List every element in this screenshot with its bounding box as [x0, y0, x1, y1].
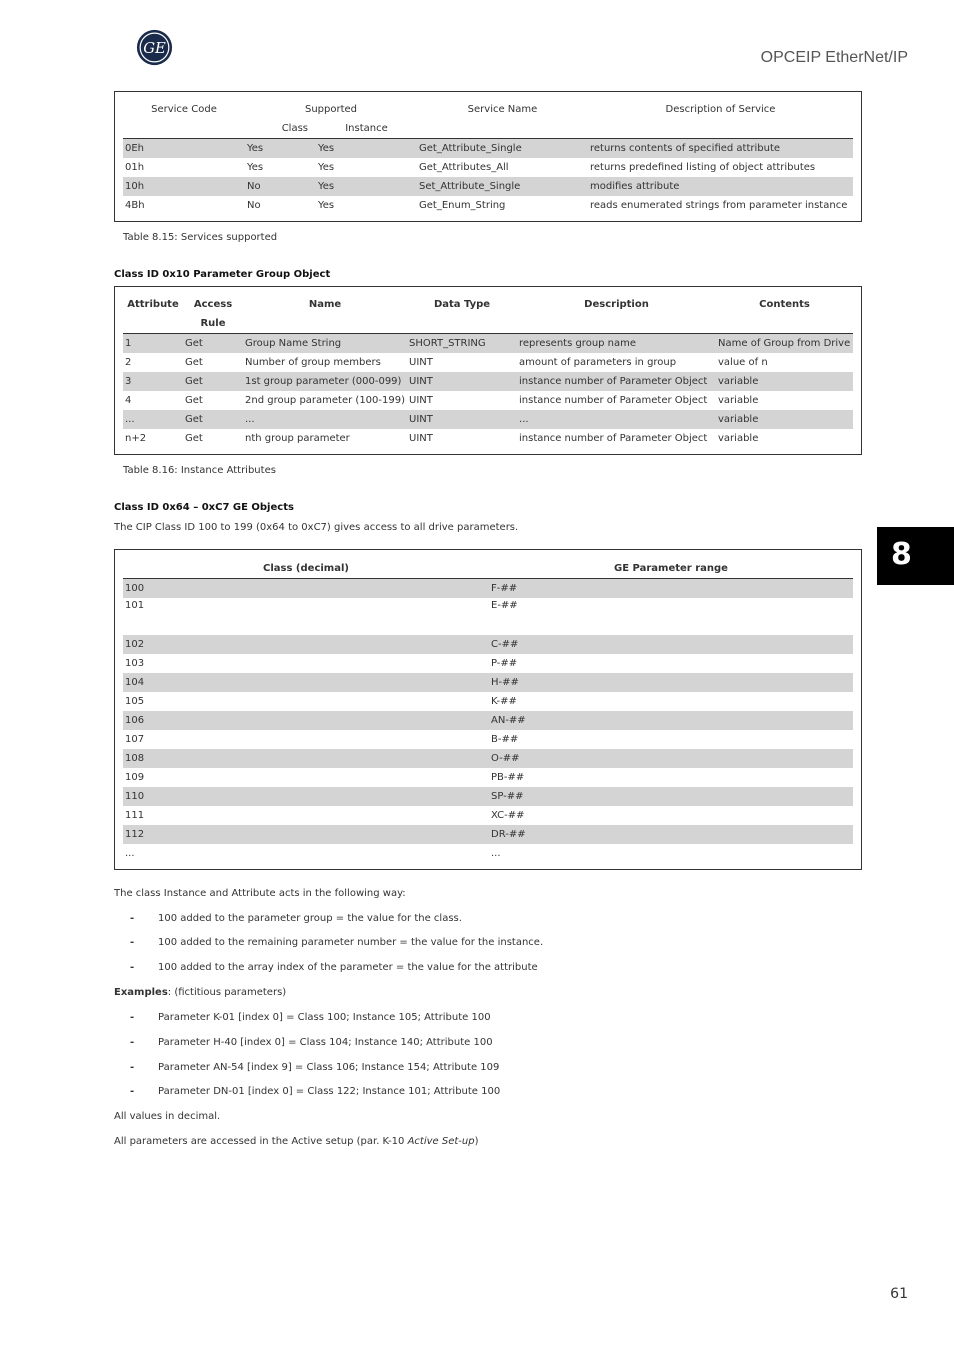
paragraph: The class Instance and Attribute acts in the following way:: [114, 888, 406, 899]
group-object-table-box: [114, 286, 862, 455]
table-row: 109 PB-##: [125, 772, 525, 783]
list-item: - Parameter DN-01 [index 0] = Class 122; Instance 101; Attribute 100: [130, 1086, 501, 1097]
document-title: OPCEIP EtherNet/IP: [760, 49, 908, 66]
col-header-description: Description: [584, 299, 649, 310]
col-header-attribute: Attribute: [127, 299, 179, 310]
col-header-service-code: Service Code: [151, 104, 217, 115]
table-row: 102 C-##: [123, 635, 853, 654]
table-row: 107 B-##: [125, 734, 519, 745]
col-subheader-class: Class: [281, 123, 308, 134]
list-item: - Parameter AN-54 [index 9] = Class 106; Instance 154; Attribute 109: [130, 1062, 500, 1073]
table-row: 10h No Yes Set_Attribute_Single modifies attribute: [123, 177, 853, 196]
examples-paragraph: Examples: (fictitious parameters): [114, 987, 287, 998]
col-subheader-rule: Rule: [200, 318, 226, 329]
table-row: ... ...: [125, 848, 501, 859]
col-header-parameter-range: GE Parameter range: [614, 563, 728, 574]
table-row: 110 SP-##: [123, 787, 853, 806]
svg-text:GE: GE: [143, 40, 166, 58]
table-row: 100 F-##: [123, 579, 853, 599]
list-item: - 100 added to the array index of the parameter = the value for the attribute: [130, 962, 538, 973]
table-row: 108 O-##: [123, 749, 853, 768]
col-header-description: Description of Service: [665, 104, 776, 115]
group-object-table: [123, 295, 853, 448]
paragraph: All values in decimal.: [114, 1111, 221, 1122]
col-subheader-instance: Instance: [345, 123, 388, 134]
ge-logo-icon: [136, 29, 173, 66]
table-row: 104 H-##: [123, 673, 853, 692]
table-row: ... Get ... UINT ... variable: [123, 410, 853, 429]
list-item: - Parameter K-01 [index 0] = Class 100; Instance 105; Attribute 100: [130, 1012, 491, 1023]
col-header-service-name: Service Name: [467, 104, 538, 115]
paragraph: All parameters are accessed in the Active setup (par. K-10 Active Set-up): [114, 1136, 479, 1147]
table-caption: Table 8.15: Services supported: [123, 232, 278, 243]
table-row: n+2 Get nth group parameter UINT instance number of Parameter Object variable: [125, 433, 759, 444]
list-item: - Parameter H-40 [index 0] = Class 104; Instance 140; Attribute 100: [130, 1037, 493, 1048]
col-header-contents: Contents: [759, 299, 810, 310]
page-number: 61: [890, 1286, 908, 1302]
table-caption: Table 8.16: Instance Attributes: [123, 465, 276, 476]
table-row: 2 Get Number of group members UINT amount of parameters in group value of n: [125, 357, 768, 368]
col-header-name: Name: [308, 299, 342, 310]
services-table: [123, 100, 853, 215]
section-heading: Class ID 0x64 – 0xC7 GE Objects: [114, 502, 294, 513]
table-row: 1 Get Group Name String SHORT_STRING represents group name Name of Group from Drive: [123, 334, 853, 354]
table-row: 112 DR-##: [123, 825, 853, 844]
col-header-class-decimal: Class (decimal): [263, 563, 349, 574]
list-item: - 100 added to the remaining parameter number = the value for the instance.: [130, 937, 544, 948]
col-header-data-type: Data Type: [433, 299, 491, 310]
table-row: 0Eh Yes Yes Get_Attribute_Single returns contents of specified attribute: [123, 139, 853, 159]
table-row: 3 Get 1st group parameter (000-099) UINT instance number of Parameter Object variable: [123, 372, 853, 391]
table-row: 106 AN-##: [123, 711, 853, 730]
ge-objects-table-box: [114, 549, 862, 870]
section-heading: Class ID 0x10 Parameter Group Object: [114, 269, 331, 280]
table-row: 4Bh No Yes Get_Enum_String reads enumerated strings from parameter instance: [125, 200, 848, 211]
table-row: 111 XC-##: [125, 810, 525, 821]
table-row: 01h Yes Yes Get_Attributes_All returns predefined listing of object attributes: [125, 162, 816, 173]
chapter-tab: 8: [877, 527, 954, 585]
col-header-supported: Supported: [304, 104, 358, 115]
ge-objects-table: [123, 559, 853, 863]
table-row: 4 Get 2nd group parameter (100-199) UINT instance number of Parameter Object variable: [125, 395, 759, 406]
col-header-access: Access: [193, 299, 233, 310]
paragraph: The CIP Class ID 100 to 199 (0x64 to 0xC7) gives access to all drive parameters.: [114, 522, 519, 533]
services-table-box: [114, 91, 862, 222]
table-row: 103 P-##: [125, 658, 518, 669]
table-row: 101 E-##: [125, 600, 518, 611]
table-row: 105 K-##: [125, 696, 517, 707]
list-item: - 100 added to the parameter group = the value for the class.: [130, 913, 462, 924]
